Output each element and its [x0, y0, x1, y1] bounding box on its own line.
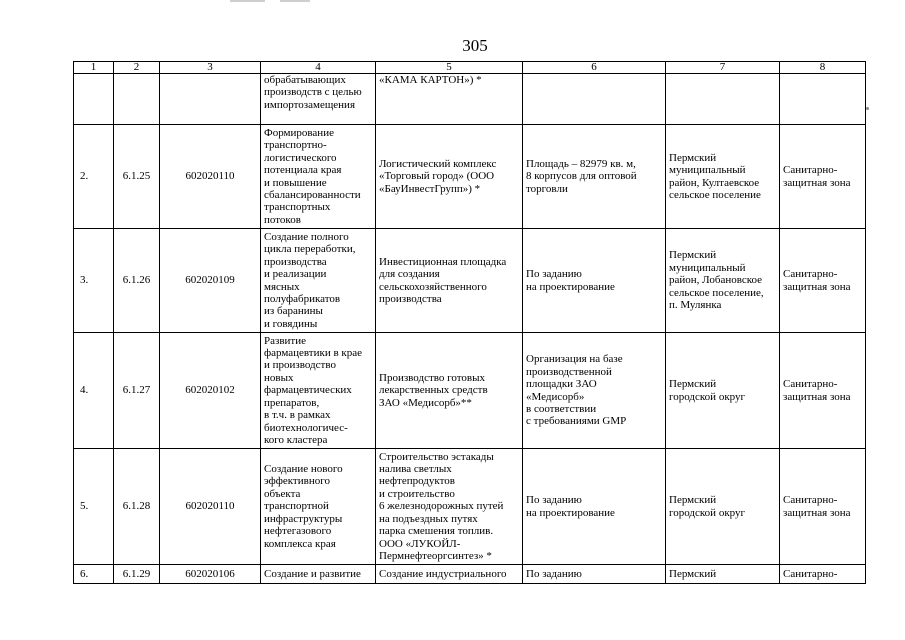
table-row: [74, 449, 866, 565]
column-header: 5: [376, 62, 523, 74]
page-number: 305: [462, 36, 488, 55]
scan-artifact-line: [280, 0, 310, 2]
row-goal: Формирование транспортно- логистического потенциала края и повышение сбалансированности транспортных потоков: [261, 125, 376, 229]
row-location: Пермский муниципальный район, Култаевское сельское поселение: [666, 125, 780, 229]
row-zone: Санитарно- защитная зона: [780, 333, 866, 449]
row-id: 602020110: [160, 449, 261, 565]
table-row: [74, 125, 866, 229]
row-goal: Развитие фармацевтики в крае и производство новых фармацевтических препаратов, в т.ч. в рамках биотехнологичес- кого кластера: [261, 333, 376, 449]
row-params: По заданию на проектирование: [523, 449, 666, 565]
row-number: 3.: [74, 229, 114, 333]
row-object: «КАМА КАРТОН») *: [376, 74, 523, 125]
table-row: [74, 565, 866, 584]
table-row: [74, 333, 866, 449]
row-number: 6.: [74, 565, 114, 584]
row-id: 602020102: [160, 333, 261, 449]
row-location: Пермский: [666, 565, 780, 584]
column-header: 4: [261, 62, 376, 74]
row-code: 6.1.27: [114, 333, 160, 449]
row-zone: Санитарно- защитная зона: [780, 125, 866, 229]
row-code: [114, 74, 160, 125]
row-params: Организация на базе производственной площадки ЗАО «Медисорб» в соответствии с требованиями GMP: [523, 333, 666, 449]
row-goal: Создание нового эффективного объекта транспортной инфраструктуры нефтегазового комплекса края: [261, 449, 376, 565]
row-location: Пермский городской округ: [666, 333, 780, 449]
column-header: 2: [114, 62, 160, 74]
row-zone: Санитарно- защитная зона: [780, 449, 866, 565]
row-id: 602020109: [160, 229, 261, 333]
table-row: [74, 74, 866, 125]
scan-artifact-line: [230, 0, 265, 2]
row-goal: обрабатывающих производств с целью импортозамещения: [261, 74, 376, 125]
row-code: 6.1.25: [114, 125, 160, 229]
table-row: [74, 229, 866, 333]
row-code: 6.1.29: [114, 565, 160, 584]
row-goal: Создание и развитие: [261, 565, 376, 584]
column-header: 1: [74, 62, 114, 74]
row-goal: Создание полного цикла переработки, производства и реализации мясных полуфабрикатов из баранины и говядины: [261, 229, 376, 333]
column-header: 7: [666, 62, 780, 74]
row-object: Создание индустриального: [376, 565, 523, 584]
row-number: 2.: [74, 125, 114, 229]
row-id: 602020106: [160, 565, 261, 584]
row-params: По заданию на проектирование: [523, 229, 666, 333]
row-object: Логистический комплекс «Торговый город» (ООО «БауИнвестГрупп») *: [376, 125, 523, 229]
row-params: [523, 74, 666, 125]
column-header: 3: [160, 62, 261, 74]
row-location: Пермский муниципальный район, Лобановское сельское поселение, п. Мулянка: [666, 229, 780, 333]
row-id: 602020110: [160, 125, 261, 229]
row-params: Площадь – 82979 кв. м, 8 корпусов для оптовой торговли: [523, 125, 666, 229]
row-zone: Санитарно- защитная зона: [780, 229, 866, 333]
scan-speck: [866, 107, 869, 110]
column-header: 6: [523, 62, 666, 74]
row-number: 4.: [74, 333, 114, 449]
row-location: [666, 74, 780, 125]
row-object: Строительство эстакады налива светлых нефтепродуктов и строительство 6 железнодорожных путей на подъездных путях парка смешения топлив. ООО «ЛУКОЙЛ- Пермнефтеоргсинтез» *: [376, 449, 523, 565]
row-number: [74, 74, 114, 125]
row-zone: Санитарно-: [780, 565, 866, 584]
row-code: 6.1.28: [114, 449, 160, 565]
row-code: 6.1.26: [114, 229, 160, 333]
row-id: [160, 74, 261, 125]
row-params: По заданию: [523, 565, 666, 584]
row-location: Пермский городской округ: [666, 449, 780, 565]
data-table: [73, 61, 866, 584]
row-object: Производство готовых лекарственных средств ЗАО «Медисорб»**: [376, 333, 523, 449]
row-object: Инвестиционная площадка для создания сельскохозяйственного производства: [376, 229, 523, 333]
header-row: [74, 62, 866, 74]
row-number: 5.: [74, 449, 114, 565]
row-zone: [780, 74, 866, 125]
column-header: 8: [780, 62, 866, 74]
